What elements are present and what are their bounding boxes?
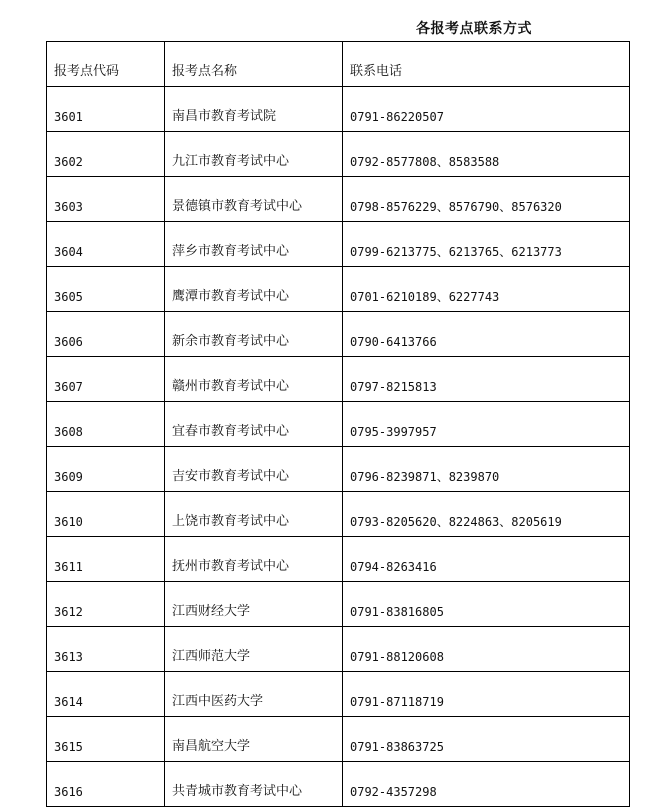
table-row xyxy=(47,402,630,447)
cell-code: 3613 xyxy=(47,627,165,672)
cell-phone: 0793-8205620、8224863、8205619 xyxy=(343,492,630,537)
table-row xyxy=(47,627,630,672)
cell-name: 赣州市教育考试中心 xyxy=(165,357,343,402)
cell-phone: 0791-86220507 xyxy=(343,87,630,132)
cell-name: 江西师范大学 xyxy=(165,627,343,672)
table-row xyxy=(47,537,630,582)
cell-code: 3614 xyxy=(47,672,165,717)
cell-code: 3616 xyxy=(47,762,165,807)
table-row xyxy=(47,87,630,132)
cell-name: 新余市教育考试中心 xyxy=(165,312,343,357)
table-row xyxy=(47,582,630,627)
cell-name: 宜春市教育考试中心 xyxy=(165,402,343,447)
cell-phone: 0798-8576229、8576790、8576320 xyxy=(343,177,630,222)
cell-name: 南昌市教育考试院 xyxy=(165,87,343,132)
table-row xyxy=(47,312,630,357)
cell-phone: 0791-87118719 xyxy=(343,672,630,717)
cell-name: 上饶市教育考试中心 xyxy=(165,492,343,537)
cell-code: 3604 xyxy=(47,222,165,267)
cell-phone: 0701-6210189、6227743 xyxy=(343,267,630,312)
cell-code: 3603 xyxy=(47,177,165,222)
cell-phone: 0795-3997957 xyxy=(343,402,630,447)
cell-code: 3606 xyxy=(47,312,165,357)
cell-code: 3611 xyxy=(47,537,165,582)
cell-code: 3602 xyxy=(47,132,165,177)
table-row xyxy=(47,762,630,807)
cell-phone: 0797-8215813 xyxy=(343,357,630,402)
cell-code: 3615 xyxy=(47,717,165,762)
cell-name: 景德镇市教育考试中心 xyxy=(165,177,343,222)
document-title: 各报考点联系方式 xyxy=(416,21,532,37)
cell-phone: 0791-83816805 xyxy=(343,582,630,627)
cell-name: 鹰潭市教育考试中心 xyxy=(165,267,343,312)
cell-phone: 0799-6213775、6213765、6213773 xyxy=(343,222,630,267)
header-name: 报考点名称 xyxy=(165,42,343,87)
cell-name: 吉安市教育考试中心 xyxy=(165,447,343,492)
cell-name: 共青城市教育考试中心 xyxy=(165,762,343,807)
cell-code: 3605 xyxy=(47,267,165,312)
table-row xyxy=(47,492,630,537)
cell-phone: 0796-8239871、8239870 xyxy=(343,447,630,492)
cell-code: 3601 xyxy=(47,87,165,132)
cell-phone: 0794-8263416 xyxy=(343,537,630,582)
table-row xyxy=(47,177,630,222)
cell-code: 3612 xyxy=(47,582,165,627)
table-row xyxy=(47,267,630,312)
table-row xyxy=(47,672,630,717)
header-phone: 联系电话 xyxy=(343,42,630,87)
cell-code: 3609 xyxy=(47,447,165,492)
table-row xyxy=(47,132,630,177)
cell-name: 江西财经大学 xyxy=(165,582,343,627)
cell-code: 3610 xyxy=(47,492,165,537)
cell-phone: 0790-6413766 xyxy=(343,312,630,357)
cell-code: 3608 xyxy=(47,402,165,447)
cell-phone: 0791-88120608 xyxy=(343,627,630,672)
cell-name: 抚州市教育考试中心 xyxy=(165,537,343,582)
header-code: 报考点代码 xyxy=(47,42,165,87)
cell-phone: 0791-83863725 xyxy=(343,717,630,762)
cell-name: 九江市教育考试中心 xyxy=(165,132,343,177)
cell-code: 3607 xyxy=(47,357,165,402)
table-row xyxy=(47,357,630,402)
cell-phone: 0792-8577808、8583588 xyxy=(343,132,630,177)
cell-name: 江西中医药大学 xyxy=(165,672,343,717)
cell-phone: 0792-4357298 xyxy=(343,762,630,807)
cell-name: 萍乡市教育考试中心 xyxy=(165,222,343,267)
table-row xyxy=(47,717,630,762)
table-row xyxy=(47,447,630,492)
contacts-table xyxy=(46,41,630,807)
table-row xyxy=(47,222,630,267)
table-header-row xyxy=(47,42,630,87)
cell-name: 南昌航空大学 xyxy=(165,717,343,762)
